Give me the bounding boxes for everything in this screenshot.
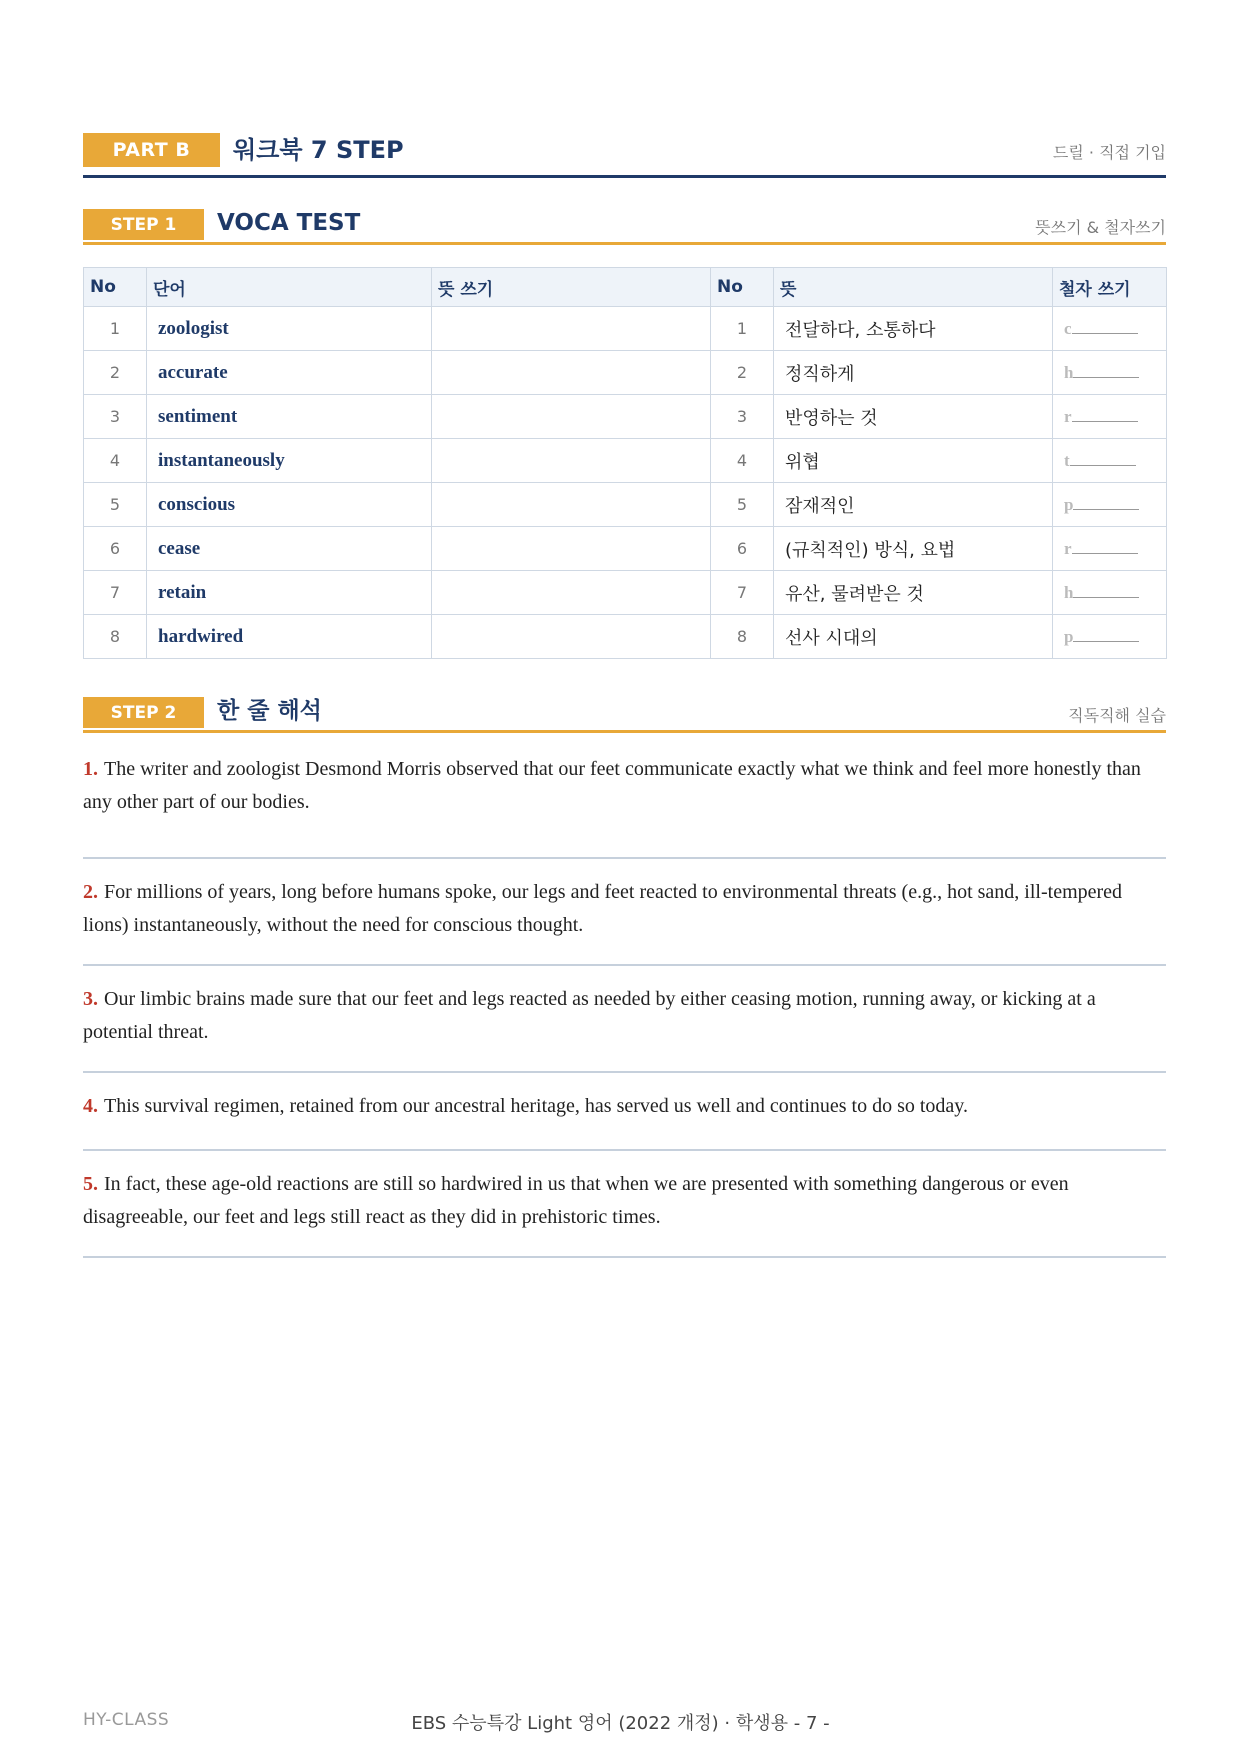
row-number: 1 <box>84 307 147 351</box>
sentence-number: 4. <box>83 1095 98 1117</box>
row-number-2: 3 <box>711 395 774 439</box>
spelling-blank-line <box>1073 364 1139 378</box>
table-row <box>84 439 1167 483</box>
footer-page-info: EBS 수능특강 Light 영어 (2022 개정) · 학생용 - 7 - <box>411 1713 830 1734</box>
vocab-word: zoologist <box>147 307 432 351</box>
vocab-word: accurate <box>147 351 432 395</box>
table-row <box>84 527 1167 571</box>
part-subtitle: 드릴 · 직접 기입 <box>1052 143 1166 162</box>
spelling-hint: t <box>1064 450 1070 470</box>
sentence-number: 3. <box>83 988 98 1010</box>
step1-header <box>83 207 1166 245</box>
korean-meaning: 정직하게 <box>774 351 1053 395</box>
vocab-word: cease <box>147 527 432 571</box>
row-number-2: 4 <box>711 439 774 483</box>
korean-meaning: 유산, 물려받은 것 <box>774 571 1053 615</box>
row-number-2: 7 <box>711 571 774 615</box>
meaning-answer-field[interactable] <box>432 395 711 439</box>
meaning-answer-field[interactable] <box>432 615 711 659</box>
voca-table-header <box>84 268 1167 307</box>
vocab-word: conscious <box>147 483 432 527</box>
sentence-text: The writer and zoologist Desmond Morris observed that our feet communicate exactly what we think and feel more honestly than any other part of our bodies. <box>83 758 1141 813</box>
spelling-blank-line <box>1073 584 1139 598</box>
meaning-answer-field[interactable] <box>432 307 711 351</box>
spelling-hint: r <box>1064 406 1072 426</box>
meaning-answer-field[interactable] <box>432 483 711 527</box>
korean-meaning: 잠재적인 <box>774 483 1053 527</box>
row-number: 5 <box>84 483 147 527</box>
row-number: 7 <box>84 571 147 615</box>
spelling-answer-field[interactable] <box>1053 571 1167 615</box>
col-header-meaning-write: 뜻 쓰기 <box>432 268 711 307</box>
step2-title: 한 줄 해석 <box>217 698 322 724</box>
spelling-answer-field[interactable] <box>1053 307 1167 351</box>
part-header <box>83 132 1166 178</box>
korean-meaning: (규칙적인) 방식, 요법 <box>774 527 1053 571</box>
spelling-answer-field[interactable] <box>1053 527 1167 571</box>
spelling-blank-line <box>1070 452 1136 466</box>
row-number-2: 5 <box>711 483 774 527</box>
row-number: 3 <box>84 395 147 439</box>
korean-meaning: 반영하는 것 <box>774 395 1053 439</box>
sentence-text: This survival regimen, retained from our ancestral heritage, has served us well and continues to do so today. <box>104 1095 969 1117</box>
row-number-2: 1 <box>711 307 774 351</box>
sentence-number: 2. <box>83 881 98 903</box>
col-header-word: 단어 <box>147 268 432 307</box>
korean-meaning: 선사 시대의 <box>774 615 1053 659</box>
spelling-blank-line <box>1073 628 1139 642</box>
meaning-answer-field[interactable] <box>432 439 711 483</box>
table-row <box>84 351 1167 395</box>
voca-table <box>83 267 1167 659</box>
row-number: 2 <box>84 351 147 395</box>
col-header-no: No <box>84 268 147 307</box>
worksheet-page <box>83 0 1166 1754</box>
col-header-meaning: 뜻 <box>774 268 1053 307</box>
row-number: 8 <box>84 615 147 659</box>
spelling-blank-line <box>1072 540 1138 554</box>
vocab-word: instantaneously <box>147 439 432 483</box>
spelling-answer-field[interactable] <box>1053 439 1167 483</box>
sentence-text: For millions of years, long before humans spoke, our legs and feet reacted to environmental threats (e.g., hot sand, ill-tempered lions) instantaneously, without the need for conscious thought. <box>83 881 1123 936</box>
footer-brand: HY-CLASS <box>83 1710 170 1730</box>
part-title: 워크북 7 STEP <box>233 136 404 164</box>
sentence-item <box>83 1073 1166 1151</box>
spelling-answer-field[interactable] <box>1053 615 1167 659</box>
step1-subtitle: 뜻쓰기 & 철자쓰기 <box>1035 218 1166 237</box>
col-header-no2: No <box>711 268 774 307</box>
vocab-word: sentiment <box>147 395 432 439</box>
row-number: 6 <box>84 527 147 571</box>
spelling-blank-line <box>1072 408 1138 422</box>
table-row <box>84 307 1167 351</box>
table-row <box>84 483 1167 527</box>
korean-meaning: 위협 <box>774 439 1053 483</box>
sentence-number: 1. <box>83 758 98 780</box>
step2-header <box>83 695 1166 733</box>
spelling-answer-field[interactable] <box>1053 483 1167 527</box>
sentence-number: 5. <box>83 1173 98 1195</box>
meaning-answer-field[interactable] <box>432 571 711 615</box>
vocab-word: hardwired <box>147 615 432 659</box>
table-row <box>84 395 1167 439</box>
step1-title: VOCA TEST <box>217 210 361 236</box>
spelling-answer-field[interactable] <box>1053 351 1167 395</box>
spelling-blank-line <box>1073 496 1139 510</box>
step1-badge: STEP 1 <box>83 209 204 240</box>
row-number-2: 6 <box>711 527 774 571</box>
spelling-hint: r <box>1064 538 1072 558</box>
spelling-hint: c <box>1064 318 1072 338</box>
row-number-2: 2 <box>711 351 774 395</box>
spelling-hint: h <box>1064 582 1074 602</box>
step2-badge: STEP 2 <box>83 697 204 728</box>
table-row <box>84 571 1167 615</box>
spelling-hint: p <box>1064 494 1074 514</box>
table-row <box>84 615 1167 659</box>
spelling-hint: p <box>1064 626 1074 646</box>
row-number: 4 <box>84 439 147 483</box>
korean-meaning: 전달하다, 소통하다 <box>774 307 1053 351</box>
vocab-word: retain <box>147 571 432 615</box>
sentence-item <box>83 1151 1166 1258</box>
spelling-answer-field[interactable] <box>1053 395 1167 439</box>
meaning-answer-field[interactable] <box>432 527 711 571</box>
step2-subtitle: 직독직해 실습 <box>1068 706 1166 725</box>
spelling-hint: h <box>1064 362 1074 382</box>
meaning-answer-field[interactable] <box>432 351 711 395</box>
row-number-2: 8 <box>711 615 774 659</box>
sentence-text: In fact, these age-old reactions are still so hardwired in us that when we are presented with something dangerous or even disagreeable, our feet and legs still react as they did in prehistoric times. <box>83 1173 1069 1228</box>
col-header-spelling: 철자 쓰기 <box>1053 268 1167 307</box>
sentence-item <box>83 859 1166 966</box>
sentence-list <box>83 753 1166 1258</box>
part-badge: PART B <box>83 133 220 167</box>
sentence-item <box>83 966 1166 1073</box>
sentence-item <box>83 753 1166 859</box>
sentence-text: Our limbic brains made sure that our feet and legs reacted as needed by either ceasing motion, running away, or kicking at a potential threat. <box>83 988 1096 1043</box>
spelling-blank-line <box>1072 320 1138 334</box>
